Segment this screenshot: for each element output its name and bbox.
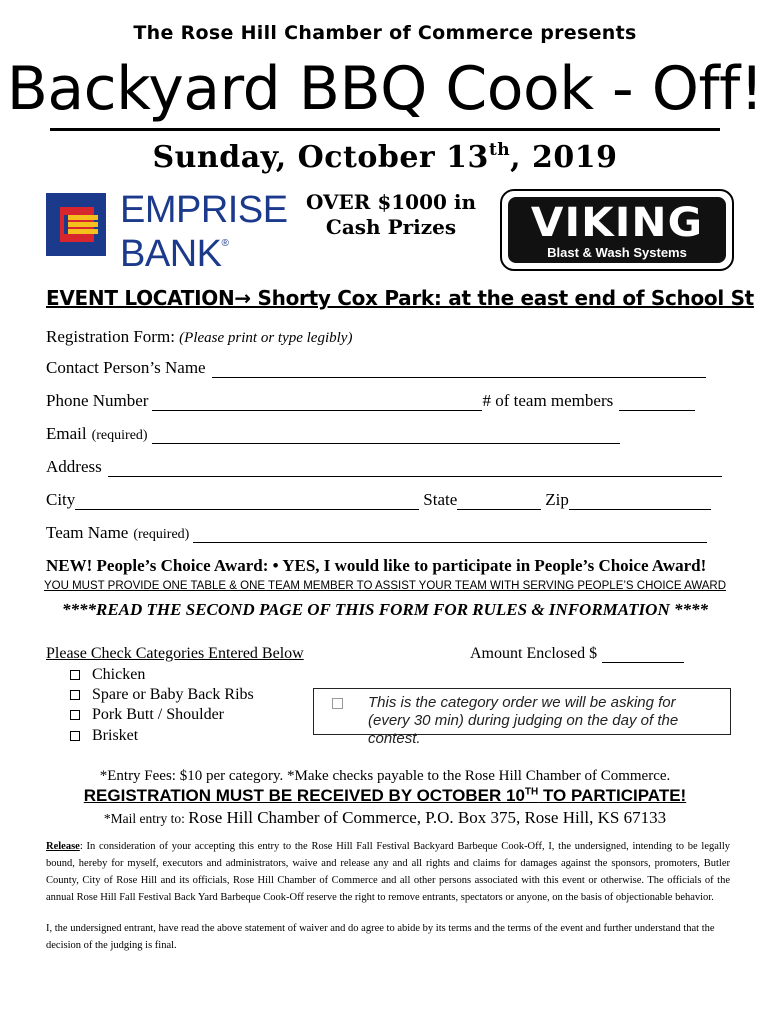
team-name-required: (required) (133, 527, 190, 542)
mailing-address (0, 808, 770, 828)
release-statement (46, 838, 730, 906)
emprise-bank-logo (46, 189, 288, 275)
phone-field[interactable] (152, 396, 482, 411)
city-field[interactable] (75, 495, 419, 510)
agreement-statement: I, the undersigned entrant, have read the above statement of waiver and do agree to abide by its terms and the terms of the event and further understand that the decision of the judging is final. (46, 923, 715, 951)
entry-fees: *Entry Fees: $10 per category. *Make checks payable to the Rose Hill Chamber of Commerce. (99, 768, 671, 784)
category-ribs[interactable] (70, 686, 254, 704)
category-pork-butt[interactable] (70, 706, 224, 724)
prizes-line-2: Cash Prizes (325, 215, 457, 239)
read-second-page-note: ****READ THE SECOND PAGE OF THIS FORM FOR RULES & INFORMATION **** (62, 600, 708, 619)
team-members-label: # of team members (482, 391, 614, 410)
amount-row (470, 645, 684, 663)
team-name-label: Team Name (46, 523, 129, 542)
page-title: Backyard BBQ Cook - Off! (6, 54, 764, 124)
city-label: City (46, 490, 76, 509)
prizes-line-1: OVER $1000 in (305, 190, 477, 214)
emprise-sub (120, 225, 228, 273)
category-order-text: This is the category order we will be asking for (every 30 min) during judging on the day of the contest. (368, 694, 679, 747)
amount-label: Amount Enclosed $ (470, 645, 598, 662)
release-label: Release (46, 841, 80, 852)
email-field[interactable] (152, 429, 620, 444)
date-year: , 2019 (510, 140, 618, 175)
team-name-row (46, 523, 707, 543)
peoples-choice-award[interactable]: NEW! People’s Choice Award: • YES, I would like to participate in People’s Choice Award! (46, 556, 707, 575)
deadline-suffix: TO PARTICIPATE! (538, 786, 687, 805)
email-required: (required) (91, 428, 148, 443)
category-order-note (313, 688, 731, 747)
checkbox-icon[interactable] (70, 710, 80, 720)
viking-name: VIKING (530, 200, 704, 246)
state-field[interactable] (457, 495, 541, 510)
presents-line: The Rose Hill Chamber of Commerce presents (133, 22, 637, 44)
viking-sub: Blast & Wash Systems (547, 245, 687, 260)
category-label: Brisket (92, 727, 139, 744)
zip-label: Zip (545, 490, 569, 509)
registration-deadline (0, 786, 770, 806)
checkbox-icon[interactable] (70, 670, 80, 680)
amount-field[interactable] (602, 648, 684, 663)
registered-mark: ® (221, 238, 229, 249)
registration-note: (Please print or type legibly) (179, 330, 353, 346)
mail-prefix: *Mail entry to: (103, 811, 185, 826)
registration-heading (46, 327, 352, 347)
category-label: Spare or Baby Back Ribs (92, 686, 254, 703)
contact-label: Contact Person’s Name (46, 358, 206, 377)
team-name-field[interactable] (193, 528, 707, 543)
city-row (46, 490, 711, 510)
category-label: Pork Butt / Shoulder (92, 706, 225, 723)
deadline-prefix: REGISTRATION MUST BE RECEIVED BY OCTOBER 10 (83, 786, 525, 805)
date-ordinal: th (488, 140, 511, 160)
viking-logo (500, 189, 734, 271)
address-row (46, 457, 722, 477)
team-members-field[interactable] (619, 396, 695, 411)
release-text: : In consideration of your accepting this entry to the Rose Hill Fall Festival Backyard Barbeque Cook-Off, I, the undersigned, intending to be legally bound, hereby for myself, executors and administrators, waive and release any and all rights and claims for damages against the sponsors, promoters, Butler County, City of Rose Hill and its officials, Rose Hill Chamber of Commerce and all other persons associated with this event or otherwise. The officials of the annual Rose Hill Fall Festival Back Yard Barbeque Cook-Off reserve the right to remove entrants, spectators or anyone, on the basis of objectionable behavior. (46, 841, 730, 903)
zip-field[interactable] (569, 495, 711, 510)
registration-title: Registration Form: (46, 327, 175, 346)
email-row (46, 424, 620, 444)
title-underline (50, 128, 720, 131)
contact-row (46, 358, 706, 378)
checkbox-icon (332, 698, 343, 709)
viking-logo-panel (508, 197, 726, 263)
mail-address: Rose Hill Chamber of Commerce, P.O. Box 375, Rose Hill, KS 67133 (188, 808, 667, 827)
checkbox-icon[interactable] (70, 731, 80, 741)
emprise-mark-icon (46, 193, 106, 256)
categories-heading: Please Check Categories Entered Below (46, 645, 304, 662)
date-prefix: Sunday, October 13 (152, 140, 489, 175)
cash-prizes (296, 190, 486, 240)
emprise-name: EMPRISE (120, 189, 288, 231)
address-field[interactable] (108, 462, 722, 477)
category-brisket[interactable] (70, 727, 138, 745)
deadline-ordinal: TH (524, 786, 539, 798)
email-label: Email (46, 424, 87, 443)
event-location: EVENT LOCATION→ Shorty Cox Park: at the east end of School St (46, 286, 754, 310)
address-label: Address (46, 457, 102, 476)
category-label: Chicken (92, 666, 146, 683)
state-label: State (423, 490, 458, 509)
award-requirement: YOU MUST PROVIDE ONE TABLE & ONE TEAM MEMBER TO ASSIST YOUR TEAM WITH SERVING PEOPLE’S CHOICE AWARD (43, 580, 727, 592)
phone-row (46, 391, 695, 411)
contact-name-field[interactable] (212, 363, 706, 378)
event-date (0, 140, 770, 175)
checkbox-icon[interactable] (70, 690, 80, 700)
emprise-bank-word: BANK (120, 233, 222, 275)
phone-label: Phone Number (46, 391, 149, 410)
category-chicken[interactable] (70, 666, 145, 684)
